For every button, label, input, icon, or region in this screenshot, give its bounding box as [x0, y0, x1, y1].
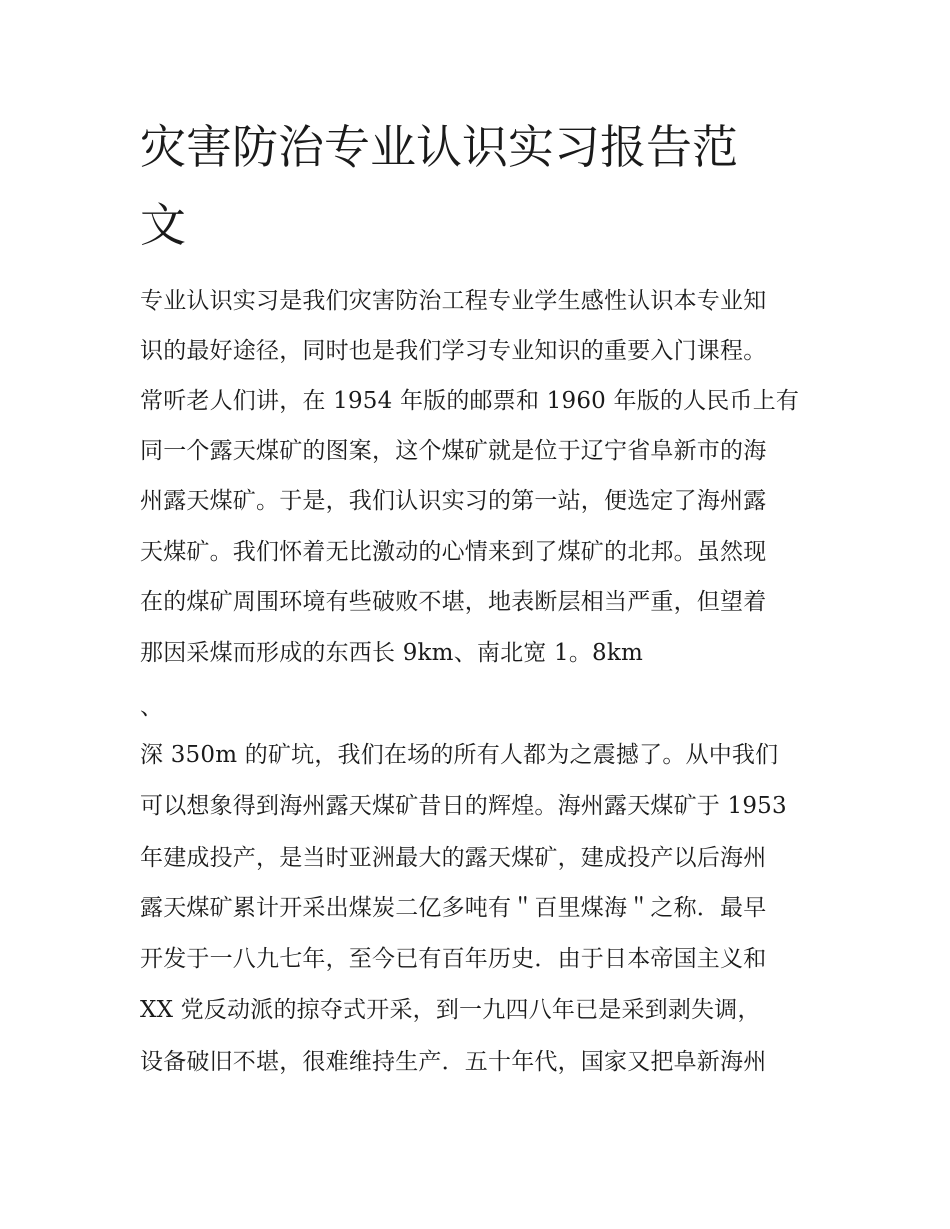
body-line: 天煤矿。我们怀着无比激动的心情来到了煤矿的北邦。虽然现	[140, 539, 767, 565]
body-line: 专业认识实习是我们灾害防治工程专业学生感性认识本专业知	[140, 288, 767, 314]
body-line: 、	[140, 694, 164, 720]
body-line: 州露天煤矿。于是，我们认识实习的第一站，便选定了海州露	[140, 488, 767, 514]
body-line: 常听老人们讲，在 1954 年版的邮票和 1960 年版的人民币上有	[140, 388, 800, 414]
document-title-line-1: 灾害防治专业认识实习报告范	[140, 120, 738, 174]
body-line: XX 党反动派的掠夺式开采，到一九四八年已是采到剥失调，	[140, 997, 761, 1023]
body-line: 设备破旧不堪，很难维持生产．五十年代，国家又把阜新海州	[140, 1049, 767, 1075]
document-title-line-2: 文	[140, 198, 186, 252]
body-line: 可以想象得到海州露天煤矿昔日的辉煌。海州露天煤矿于 1953	[140, 793, 787, 819]
body-line: 那因采煤而形成的东西长 9km、南北宽 1。8km	[140, 640, 644, 666]
body-line: 识的最好途径，同时也是我们学习专业知识的重要入门课程。	[140, 338, 767, 364]
body-line: 露天煤矿累计开采出煤炭二亿多吨有＂百里煤海＂之称．最早	[140, 895, 767, 921]
body-line: 同一个露天煤矿的图案，这个煤矿就是位于辽宁省阜新市的海	[140, 438, 767, 464]
body-line: 深 350m 的矿坑，我们在场的所有人都为之震撼了。从中我们	[140, 742, 779, 768]
body-line: 在的煤矿周围环境有些破败不堪，地表断层相当严重，但望着	[140, 589, 767, 615]
body-line: 开发于一八九七年，至今已有百年历史．由于日本帝国主义和	[140, 946, 767, 972]
body-line: 年建成投产，是当时亚洲最大的露天煤矿，建成投产以后海州	[140, 845, 767, 871]
